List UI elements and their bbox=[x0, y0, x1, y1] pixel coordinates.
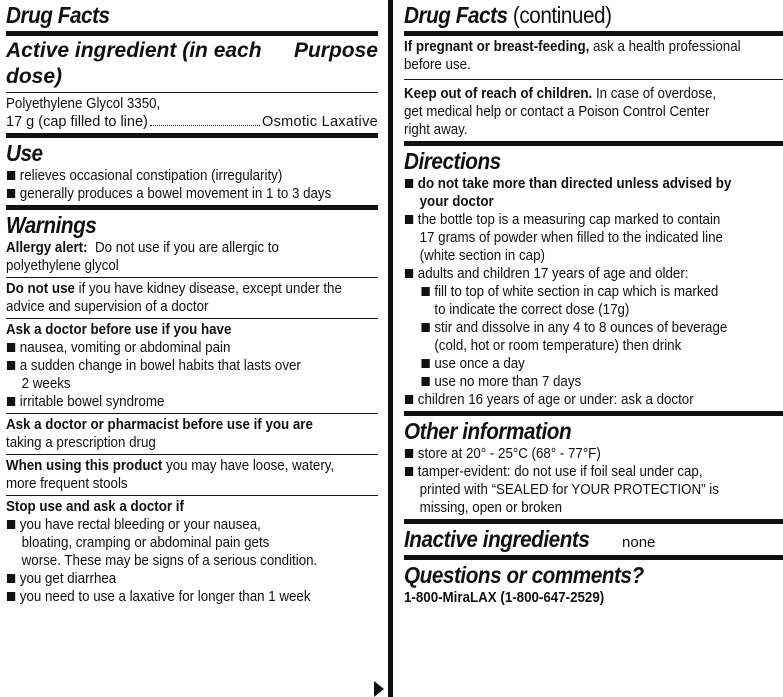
active-ingredient-header bbox=[6, 38, 378, 90]
column-divider bbox=[388, 0, 393, 697]
rule bbox=[6, 495, 378, 496]
bullet-square-icon bbox=[7, 343, 15, 352]
keep-out-of-reach-cont: right away. bbox=[404, 122, 468, 138]
drug-facts-continued-title: Drug Facts (continued) bbox=[404, 2, 612, 28]
dot-leader bbox=[150, 113, 260, 126]
list-item-cont: your doctor bbox=[419, 194, 494, 210]
bullet-square-icon bbox=[7, 574, 15, 583]
list-item-cont: missing, open or broken bbox=[419, 500, 563, 516]
stop-use-heading: Stop use and ask a doctor if bbox=[6, 499, 184, 515]
bullet-square-icon bbox=[405, 395, 413, 404]
list-item: nausea, vomiting or abdominal pain bbox=[6, 339, 348, 357]
inactive-ingredients-row bbox=[404, 526, 783, 553]
rule bbox=[404, 555, 783, 560]
phone-number: 1-800-MiraLAX (1-800-647-2529) bbox=[404, 590, 605, 606]
bullet-square-icon bbox=[7, 592, 15, 601]
dose-text: 17 g (cap filled to line) bbox=[6, 114, 148, 130]
allergy-alert-cont: polyethylene glycol bbox=[6, 258, 119, 274]
list-item-cont: worse. These may be signs of a serious condition. bbox=[21, 553, 318, 569]
do-not-use-cont: advice and supervision of a doctor bbox=[6, 299, 209, 315]
rule bbox=[6, 31, 378, 36]
ask-pharmacist-heading: Ask a doctor or pharmacist before use if you are bbox=[6, 417, 313, 433]
continued-arrow-icon bbox=[374, 681, 384, 697]
when-using: When using this product you may have loose, watery, bbox=[6, 458, 335, 474]
list-item-cont: printed with “SEALED for YOUR PROTECTION” is bbox=[419, 482, 719, 498]
rule bbox=[6, 277, 378, 278]
purpose-value: Osmotic Laxative bbox=[261, 114, 378, 130]
active-ingredient-heading: Active ingredient (in each dose) bbox=[6, 39, 262, 88]
active-ingredient-name: Polyethylene Glycol 3350, bbox=[6, 96, 161, 112]
other-information-heading: Other information bbox=[404, 418, 572, 444]
list-item-cont: 17 grams of powder when filled to the indicated line bbox=[419, 230, 723, 246]
inactive-ingredients-value: none bbox=[622, 534, 656, 551]
pregnant-warning: If pregnant or breast-feeding, ask a health professional bbox=[404, 39, 741, 55]
bullet-square-icon bbox=[405, 179, 413, 188]
list-item: adults and children 17 years of age and older: bbox=[404, 265, 753, 283]
use-heading: Use bbox=[6, 140, 43, 166]
list-item-cont: bloating, cramping or abdominal pain gets bbox=[21, 535, 270, 551]
directions-heading: Directions bbox=[404, 148, 501, 174]
bullet-square-icon bbox=[421, 377, 429, 386]
rule bbox=[404, 519, 783, 524]
list-item: store at 20° - 25°C (68° - 77°F) bbox=[404, 445, 753, 463]
right-column bbox=[404, 0, 783, 607]
sub-list-item-cont: (cold, hot or room temperature) then drink bbox=[434, 338, 682, 354]
bullet-square-icon bbox=[421, 323, 429, 332]
rule bbox=[404, 31, 783, 36]
list-item: you need to use a laxative for longer than 1 week bbox=[6, 588, 348, 606]
sub-list-item: fill to top of white section in cap which is marked bbox=[404, 283, 753, 301]
bullet-square-icon bbox=[405, 467, 413, 476]
list-item: relieves occasional constipation (irregularity) bbox=[6, 167, 348, 185]
bullet-square-icon bbox=[7, 520, 15, 529]
keep-out-of-reach: Keep out of reach of children. In case of overdose, bbox=[404, 86, 717, 102]
left-column bbox=[6, 0, 378, 606]
allergy-alert: Allergy alert: Do not use if you are allergic to bbox=[6, 240, 279, 256]
list-item-cont: (white section in cap) bbox=[419, 248, 545, 264]
rule bbox=[6, 205, 378, 210]
bullet-square-icon bbox=[405, 215, 413, 224]
bullet-square-icon bbox=[405, 449, 413, 458]
rule bbox=[6, 133, 378, 138]
sub-list-item: stir and dissolve in any 4 to 8 ounces of beverage bbox=[404, 319, 753, 337]
list-item: tamper-evident: do not use if foil seal under cap, bbox=[404, 463, 753, 481]
rule bbox=[6, 413, 378, 414]
questions-heading: Questions or comments? bbox=[404, 562, 644, 588]
list-item: you have rectal bleeding or your nausea, bbox=[6, 516, 348, 534]
bullet-square-icon bbox=[405, 269, 413, 278]
purpose-heading: Purpose bbox=[293, 39, 378, 62]
rule bbox=[6, 318, 378, 319]
rule bbox=[404, 141, 783, 146]
bullet-square-icon bbox=[7, 189, 15, 198]
list-item: you get diarrhea bbox=[6, 570, 348, 588]
sub-list-item-cont: to indicate the correct dose (17g) bbox=[434, 302, 630, 318]
inactive-ingredients-heading: Inactive ingredients bbox=[404, 526, 590, 552]
list-item: children 16 years of age or under: ask a doctor bbox=[404, 391, 753, 409]
bullet-square-icon bbox=[7, 171, 15, 180]
warnings-heading: Warnings bbox=[6, 212, 97, 238]
bullet-square-icon bbox=[7, 361, 15, 370]
when-using-cont: more frequent stools bbox=[6, 476, 128, 492]
pregnant-warning-cont: before use. bbox=[404, 57, 471, 73]
rule bbox=[6, 92, 378, 93]
rule bbox=[6, 454, 378, 455]
do-not-use: Do not use if you have kidney disease, except under the bbox=[6, 281, 342, 297]
list-item: a sudden change in bowel habits that lasts over bbox=[6, 357, 348, 375]
rule bbox=[404, 411, 783, 416]
list-item: generally produces a bowel movement in 1 to 3 days bbox=[6, 185, 348, 203]
list-item-cont: 2 weeks bbox=[21, 376, 71, 392]
list-item: do not take more than directed unless advised by bbox=[404, 175, 753, 193]
list-item: irritable bowel syndrome bbox=[6, 393, 348, 411]
sub-list-item: use once a day bbox=[404, 355, 753, 373]
bullet-square-icon bbox=[421, 287, 429, 296]
bullet-square-icon bbox=[421, 359, 429, 368]
sub-list-item: use no more than 7 days bbox=[404, 373, 753, 391]
bullet-square-icon bbox=[7, 397, 15, 406]
rule bbox=[404, 79, 783, 80]
list-item: the bottle top is a measuring cap marked to contain bbox=[404, 211, 753, 229]
dosage-line bbox=[6, 113, 378, 131]
drug-facts-title: Drug Facts bbox=[6, 2, 110, 28]
ask-pharmacist-text: taking a prescription drug bbox=[6, 435, 156, 451]
keep-out-of-reach-cont: get medical help or contact a Poison Control Center bbox=[404, 104, 710, 120]
ask-doctor-heading: Ask a doctor before use if you have bbox=[6, 322, 232, 338]
